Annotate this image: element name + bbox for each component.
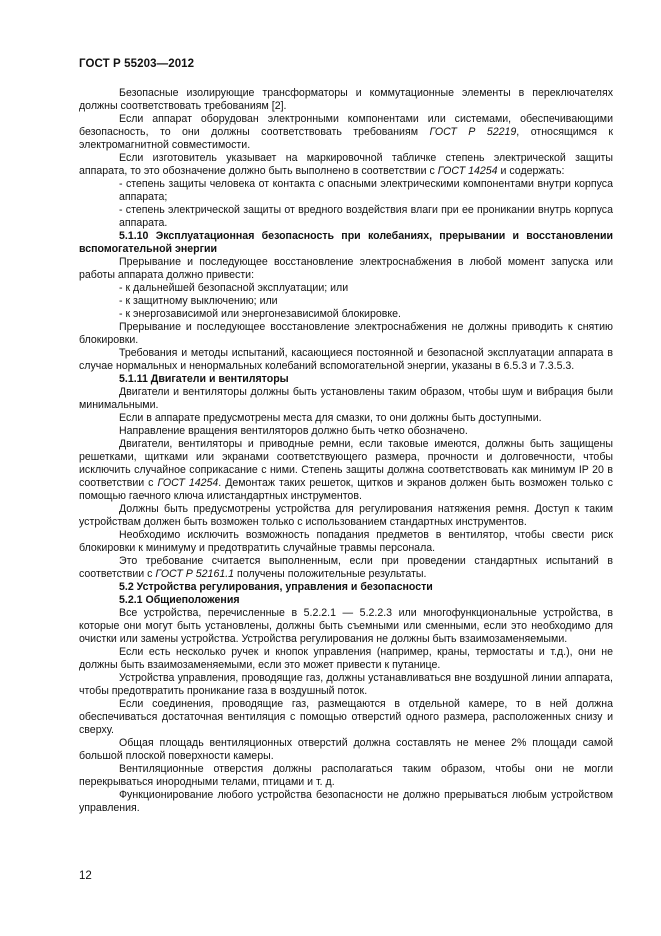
paragraph: Если изготовитель указывает на маркировочной табличке степень электрической защиты аппарата, то это обозначение должно быть выполнено в соответствии с ГОСТ 14254 и содержать: bbox=[79, 152, 613, 177]
paragraph: Это требование считается выполненным, если при проведении стандартных испытаний в соответствии с ГОСТ Р 52161.1 получены положительные результаты. bbox=[79, 555, 613, 580]
paragraph: Двигатели, вентиляторы и приводные ремни, если таковые имеются, должны быть защищены решетками, щитками или экранами соответствующего размера, прочности и долговечности, чтобы исключить случайное соприкасание с ними. Степень защиты должна соответствовать как минимум IP 20 в соответствии с ГОСТ 14254. Демонтаж таких решеток, щитков и экранов должен быть возможен только с помощью гаечного ключа илистандартных инструментов. bbox=[79, 438, 613, 502]
section-heading: 5.1.10 Эксплуатационная безопасность при колебаниях, прерывании и восстановлении вспомогательной энергии bbox=[79, 230, 613, 255]
page-number: 12 bbox=[79, 870, 92, 882]
paragraph: Необходимо исключить возможность попадания предметов в вентилятор, чтобы свести риск блокировки к минимуму и предотвратить случайные травмы персонала. bbox=[79, 529, 613, 554]
paragraph: Направление вращения вентиляторов должно быть четко обозначено. bbox=[119, 425, 468, 437]
paragraph: Если аппарат оборудован электронными компонентами или системами, обеспечивающими безопасность, то они должны соответствовать требованиям ГОСТ Р 52219, относящимся к электромагнитной совместимости. bbox=[79, 113, 614, 151]
list-item: - к энергозависимой или энергонезависимой блокировке. bbox=[119, 308, 401, 320]
paragraph: Должны быть предусмотрены устройства для регулирования натяжения ремня. Доступ к таким устройствам должен быть возможен только с использованием стандартных инструментов. bbox=[79, 503, 613, 528]
section-heading: 5.2.1 Общиеположения bbox=[119, 594, 240, 606]
paragraph: Если соединения, проводящие газ, размещаются в отдельной камере, то в ней должна обеспечиваться достаточная вентиляция с помощью отверстий одного размера, расположенных снизу и сверху. bbox=[79, 698, 613, 736]
list-item: - степень электрической защиты от вредного воздействия влаги при ее проникании внутрь корпуса аппарата. bbox=[119, 204, 613, 229]
paragraph: Общая площадь вентиляционных отверстий должна составлять не менее 2% площади самой большой плоской поверхности камеры. bbox=[79, 737, 613, 762]
paragraph: Требования и методы испытаний, касающиеся постоянной и безопасной эксплуатации аппарата в случае нормальных и ненормальных колебаний вспомогательной энергии, указаны в 6.5.3 и 7.3.5.3. bbox=[79, 347, 613, 372]
paragraph: Если в аппарате предусмотрены места для смазки, то они должны быть доступными. bbox=[119, 412, 542, 424]
standard-reference: ГОСТ Р 52161.1 bbox=[155, 568, 235, 580]
paragraph: Все устройства, перечисленные в 5.2.2.1 — 5.2.2.3 или многофункциональные устройства, в которые они могут быть установлены, должны быть съемными или сменными, если это необходимо для очистки или замены устройства. Устройства регулирования не должны быть взаимозаменяемыми. bbox=[79, 607, 613, 645]
paragraph: Прерывание и последующее восстановление электроснабжения не должны приводить к снятию блокировки. bbox=[79, 321, 613, 346]
paragraph: Устройства управления, проводящие газ, должны устанавливаться вне воздушной линии аппарата, чтобы предотвратить проникание газа в воздушный поток. bbox=[79, 672, 613, 697]
section-heading: 5.2 Устройства регулирования, управления и безопасности bbox=[119, 581, 433, 593]
paragraph: Вентиляционные отверстия должны располагаться таким образом, чтобы они не могли перекрываться инородными телами, птицами и т. д. bbox=[79, 763, 613, 788]
document-header: ГОСТ Р 55203—2012 bbox=[79, 58, 195, 70]
paragraph: Безопасные изолирующие трансформаторы и коммутационные элементы в переключателях должны соответствовать требованиям [2]. bbox=[79, 87, 613, 112]
standard-reference: ГОСТ 14254 bbox=[157, 477, 219, 489]
paragraph: Двигатели и вентиляторы должны быть установлены таким образом, чтобы шум и вибрация были минимальными. bbox=[79, 386, 613, 411]
document-body bbox=[79, 87, 613, 815]
section-heading: 5.1.11 Двигатели и вентиляторы bbox=[119, 373, 289, 385]
paragraph: Функционирование любого устройства безопасности не должно прерываться любым устройством управления. bbox=[79, 789, 613, 814]
list-item: - к защитному выключению; или bbox=[119, 295, 278, 307]
paragraph: Прерывание и последующее восстановление электроснабжения в любой момент запуска или работы аппарата должно привести: bbox=[79, 256, 613, 281]
list-item: - к дальнейшей безопасной эксплуатации; или bbox=[119, 282, 349, 294]
standard-reference: ГОСТ Р 52219 bbox=[429, 126, 517, 138]
paragraph: Если есть несколько ручек и кнопок управления (например, краны, термостаты и т.д.), они не должны быть взаимозаменяемыми, если это может привести к путанице. bbox=[79, 646, 613, 671]
list-item: - степень защиты человека от контакта с опасными электрическими компонентами внутри корпуса аппарата; bbox=[119, 178, 613, 203]
standard-reference: ГОСТ 14254 bbox=[437, 165, 498, 177]
